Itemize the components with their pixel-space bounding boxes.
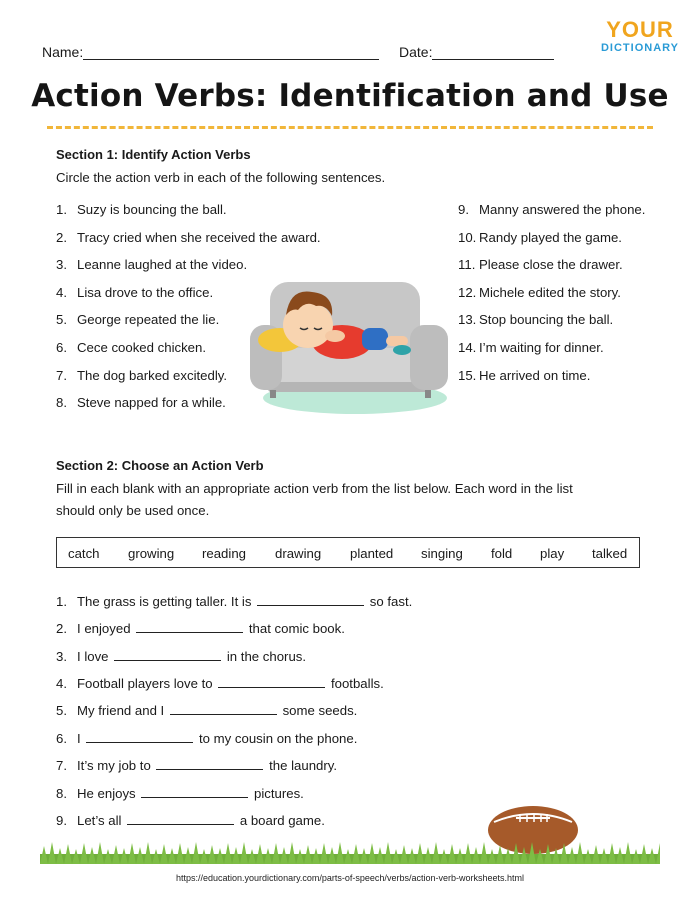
section1-heading: Section 1: Identify Action Verbs [56, 147, 251, 162]
list-item: 1. The grass is getting taller. It is so fast. [56, 594, 413, 609]
list-item: 4. Lisa drove to the office. [56, 285, 214, 300]
section2-instruction-line1: Fill in each blank with an appropriate action verb from the list below. Each word in the list [56, 481, 573, 496]
source-url: https://education.yourdictionary.com/parts-of-speech/verbs/action-verb-worksheets.html [176, 873, 524, 883]
section2-heading: Section 2: Choose an Action Verb [56, 458, 264, 473]
answer-blank[interactable] [257, 593, 364, 606]
answer-blank[interactable] [86, 730, 193, 743]
list-item: 2. I enjoyed that comic book. [56, 621, 345, 636]
word-bank [56, 537, 640, 568]
list-item: 5. George repeated the lie. [56, 312, 220, 327]
answer-blank[interactable] [114, 648, 221, 661]
word-bank-item: reading [202, 546, 246, 561]
list-item: 7. It’s my job to the laundry. [56, 758, 338, 773]
word-bank-item: singing [421, 546, 463, 561]
date-field [399, 44, 554, 60]
title-divider [47, 126, 653, 129]
list-item: 14. I’m waiting for dinner. [458, 340, 604, 355]
date-line [432, 45, 554, 60]
word-bank-item: talked [592, 546, 628, 561]
name-label: Name: [42, 44, 84, 60]
answer-blank[interactable] [170, 702, 277, 715]
list-item: 9. Let’s all a board game. [56, 813, 325, 828]
word-bank-item: planted [350, 546, 394, 561]
list-item: 8. Steve napped for a while. [56, 395, 226, 410]
name-line [83, 45, 379, 60]
date-label: Date: [399, 44, 433, 60]
list-item: 8. He enjoys pictures. [56, 786, 304, 801]
list-item: 13. Stop bouncing the ball. [458, 312, 614, 327]
list-item: 2. Tracy cried when she received the award. [56, 230, 321, 245]
logo-your: YOUR [606, 17, 674, 42]
word-bank-item: drawing [275, 546, 322, 561]
word-bank-item: growing [128, 546, 175, 561]
list-item: 3. I love in the chorus. [56, 649, 307, 664]
answer-blank[interactable] [218, 675, 325, 688]
list-item: 15. He arrived on time. [458, 368, 591, 383]
list-item: 5. My friend and I some seeds. [56, 703, 358, 718]
section2-instruction-line2: should only be used once. [56, 503, 210, 518]
list-item: 3. Leanne laughed at the video. [56, 257, 248, 272]
list-item: 1. Suzy is bouncing the ball. [56, 202, 227, 217]
section1-instruction: Circle the action verb in each of the following sentences. [56, 170, 386, 185]
list-item: 4. Football players love to footballs. [56, 676, 384, 691]
word-bank-item: catch [68, 546, 100, 561]
logo-dictionary: DICTIONARY [600, 42, 680, 54]
list-item: 12. Michele edited the story. [458, 285, 621, 300]
grass-border [40, 840, 660, 864]
yourdictionary-logo [598, 18, 682, 54]
word-bank-item: fold [491, 546, 513, 561]
list-item: 10. Randy played the game. [458, 230, 622, 245]
sleeping-boy-couch-illustration [250, 270, 450, 420]
answer-blank[interactable] [156, 757, 263, 770]
list-item: 6. I to my cousin on the phone. [56, 731, 358, 746]
answer-blank[interactable] [141, 785, 248, 798]
answer-blank[interactable] [127, 812, 234, 825]
answer-blank[interactable] [136, 620, 243, 633]
name-field [42, 44, 379, 60]
list-item: 9. Manny answered the phone. [458, 202, 646, 217]
list-item: 11. Please close the drawer. [458, 257, 623, 272]
page-title: Action Verbs: Identification and Use [31, 78, 669, 114]
list-item: 7. The dog barked excitedly. [56, 368, 228, 383]
list-item: 6. Cece cooked chicken. [56, 340, 207, 355]
word-bank-item: play [540, 546, 565, 561]
